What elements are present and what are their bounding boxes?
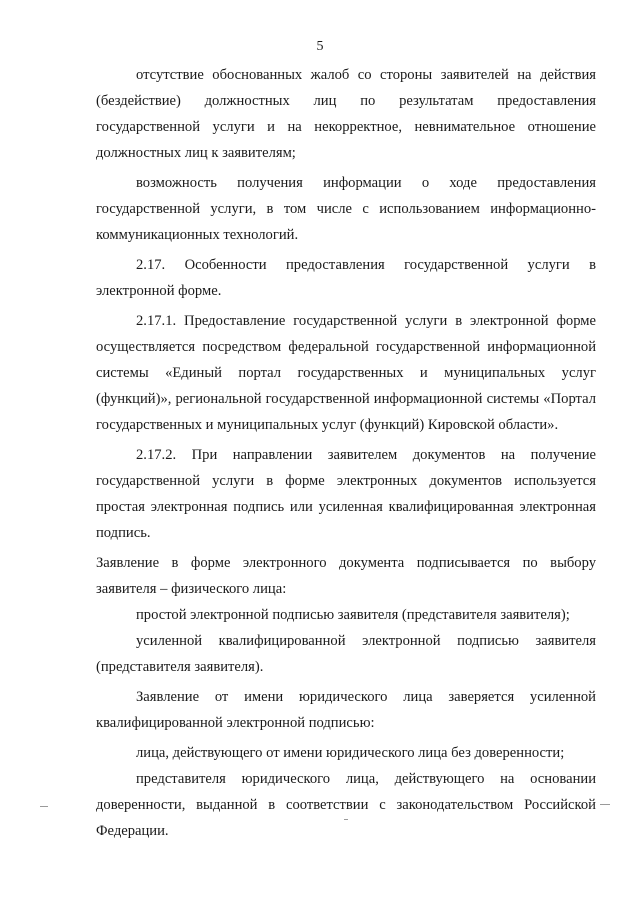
paragraph-2-17-1: 2.17.1. Предоставление государственной услуги в электронной форме осуществляется посредством федеральной государственной информационной системы «Единый портал государственных и муниципальных услуг (функций)», региональной государственной информационной системы «Портал государственных и муниципальных услуг (функций) Кировской области». (96, 313, 596, 433)
section-heading-2-17: 2.17. Особенности предоставления государственной услуги в электронной форме. (96, 257, 596, 299)
list-item-with-power-of-attorney: представителя юридического лица, действующего на основании доверенности, выданной в соответствии с законодательством Российской Федерации. (96, 771, 596, 839)
scan-mark (40, 806, 48, 807)
paragraph-2-17-2: 2.17.2. При направлении заявителем документов на получение государственной услуги в форме электронных документов используется простая электронная подпись или усиленная квалифицированная электронная подпись. (96, 447, 596, 541)
paragraph-legal-entity-signature: Заявление от имени юридического лица заверяется усиленной квалифицированной электронной подписью: (96, 689, 596, 731)
list-item-without-power-of-attorney: лица, действующего от имени юридического лица без доверенности; (136, 745, 565, 761)
page-number: 5 (316, 39, 324, 54)
scan-mark (344, 819, 348, 820)
paragraph-complaints: отсутствие обоснованных жалоб со стороны заявителей на действия (бездействие) должностных лиц по результатам предоставления государственной услуги и на некорректное, невнимательное отношение должностных лиц к заявителям; (96, 67, 596, 161)
document-body (96, 62, 596, 848)
list-item-qualified-signature: усиленной квалифицированной электронной подписью заявителя (представителя заявителя). (96, 633, 596, 675)
list-item-simple-signature: простой электронной подписью заявителя (представителя заявителя); (136, 607, 570, 623)
paragraph-information-possibility: возможность получения информации о ходе предоставления государственной услуги, в том числе с использованием информационно-коммуникационных технологий. (96, 175, 596, 243)
paragraph-individual-signature: Заявление в форме электронного документа подписывается по выбору заявителя – физического лица: (96, 555, 596, 597)
scan-mark (600, 804, 610, 805)
